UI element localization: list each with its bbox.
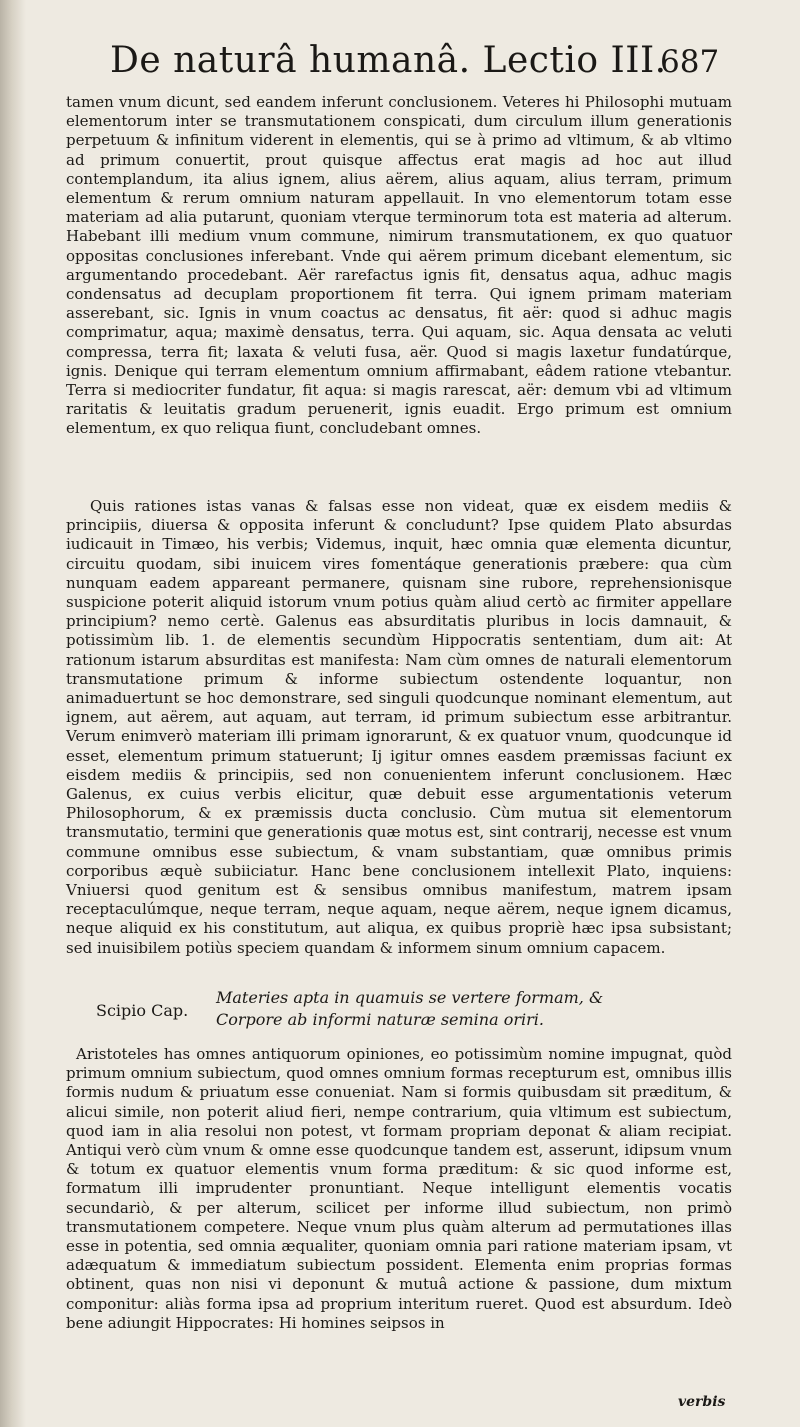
verse-line-1: Materies apta in quamuis se vertere formam, & <box>216 988 604 1007</box>
paragraph-text: Quis rationes istas vanas & falsas esse non videat, quæ ex eisdem mediis & principiis, diuersa & opposita inferunt & concludunt? Ipse quidem Plato absurdas iudicauit in Timæo, his verbis; Videmus, inquit, hæc omnia quæ elementa dicuntur, circuitu quodam, sibi inuicem vires fomentáque generationis præbere: qua cùm nunquam eadem appareant permanere, quisnam sine rubore, reprehensionisque suspicione poterit aliquid istorum vnum potius quàm aliud certò ac firmiter appellare principium? nemo certè. Galenus eas absurditatis pluribus in locis damnauit, & potissimùm lib. 1. de elementis secundùm Hippocratis sententiam, dum ait: At rationum istarum absurditas est manifesta: Nam cùm omnes de naturali elementorum transmutatione primum & informe subiectum ostendente loquantur, non animaduertunt se hoc demonstrare, sed singuli quodcunque nominant elementum, aut ignem, aut aërem, aut aquam, aut terram, id primum subiectum esse arbitrantur. Verum enimverò materiam illi primam ignorarunt, & ex quatuor vnum, quodcunque id esset, elementum primum statuerunt; Ij igitur omnes easdem præmissas faciunt ex eisdem mediis & principiis, sed non conuenientem inferunt conclusionem. Hæc Galenus, ex cuius verbis elicitur, quæ debuit esse argumentationis veterum Philosophorum, & ex præmissis ducta conclusio. Cùm mutua sit elementorum transmutatio, termini que generationis quæ motus est, sint contrarij, necesse est vnum commune omnibus esse subiectum, & vnam substantiam, quæ omnibus primis corporibus æquè subiiciatur. Hanc bene conclusionem intellexit Plato, inquiens: Vniuersi quod genitum est & sensibus omnibus manifestum, matrem ipsam receptaculúmque, neque terram, neque aquam, neque aërem, neque ignem dicamus, neque aliquid ex his constitutum, aut aliqua, ex quibus propriè hæc ipsa subsistant; sed inuisibilem potiùs speciem quandam & informem sinum omnium capacem. <box>66 497 732 957</box>
verse-lines <box>216 987 603 1031</box>
verse-quotation <box>88 987 728 1039</box>
paragraph-3 <box>66 1045 732 1333</box>
verse-line-2: Corpore ab informi naturæ semina oriri. <box>216 1010 544 1029</box>
page-header <box>0 38 800 86</box>
page-binding-shadow <box>0 0 26 1427</box>
page-number: 687 <box>660 44 720 80</box>
paragraph-1 <box>66 93 732 439</box>
paragraph-text: Aristoteles has omnes antiquorum opiniones, eo potissimùm nomine impugnat, quòd primum omnium subiectum, quod omnes omnium formas recepturum est, omnibus illis formis nudum & priuatum esse conueniat. Nam si formis quibusdam sit præditum, & alicui simile, non poterit aliud fieri, nempe contrarium, quia vltimum est subiectum, quod iam in alia resolui non potest, vt formam propriam deponat & aliam recipiat. Antiqui verò cùm vnum & omne esse quodcunque tandem est, asserunt, idipsum vnum & totum ex quatuor elementis vnum forma præditum: & sic quod informe est, formatum illi imprudenter pronuntiant. Neque intelligunt elementis vocatis secundariò, & per alterum, scilicet per informe illud subiectum, non primò transmutationem competere. Neque vnum plus quàm alterum ad permutationes illas esse in potentia, sed omnia æqualiter, quoniam omnia pari ratione materiam ipsam, vt adæquatum & immediatum subiectum possident. Elementa enim proprias formas obtinent, quas non nisi vi deponunt & mutuâ actione & passione, dum mixtum componitur: aliàs forma ipsa ad proprium interitum rueret. Quod est absurdum. Ideò bene adiungit Hippocrates: Hi homines seipsos in <box>66 1045 732 1332</box>
catchword: verbis <box>678 1394 726 1410</box>
verse-reference: Scipio Cap. <box>96 1001 189 1020</box>
paragraph-text: tamen vnum dicunt, sed eandem inferunt conclusionem. Veteres hi Philosophi mutuam elementorum inter se transmutationem conspicati, dum circulum illum generationis perpetuum & infinitum viderent in elementis, qui se à primo ad vltimum, & ab vltimo ad primum conuertit, prout quisque affectus erat magis ad hoc aut illud contemplandum, ita alius ignem, alius aërem, alius aquam, alius terram, primum elementum & rerum omnium naturam appellauit. In vno elementorum totam esse materiam ad alia putarunt, quoniam vterque terminorum tota est materia ad alterum. Habebant illi medium vnum commune, nimirum transmutationem, ex quo quatuor oppositas conclusiones inferebant. Vnde qui aërem primum dicebant elementum, sic argumentando procedebant. Aër rarefactus ignis fit, densatus aqua, adhuc magis condensatus ad decuplam proportionem fit terra. Qui ignem primam materiam asserebant, sic. Ignis in vnum coactus ac densatus, fit aër: quod si adhuc magis comprimatur, aqua; maximè densatus, terra. Qui aquam, sic. Aqua densata ac veluti compressa, terra fit; laxata & veluti fusa, aër. Quod si magis laxetur fundatúrque, ignis. Denique qui terram elementum omnium affirmabant, eâdem ratione vtebantur. Terra si mediocriter fundatur, fit aqua: si magis rarescat, aër: demum vbi ad vltimum raritatis & leuitatis gradum peruenerit, ignis euadit. Ergo primum est omnium elementum, ex quo reliqua fiunt, concludebant omnes. <box>66 93 732 438</box>
running-title: De naturâ humanâ. Lectio III. <box>110 40 667 81</box>
paragraph-2 <box>66 497 732 958</box>
